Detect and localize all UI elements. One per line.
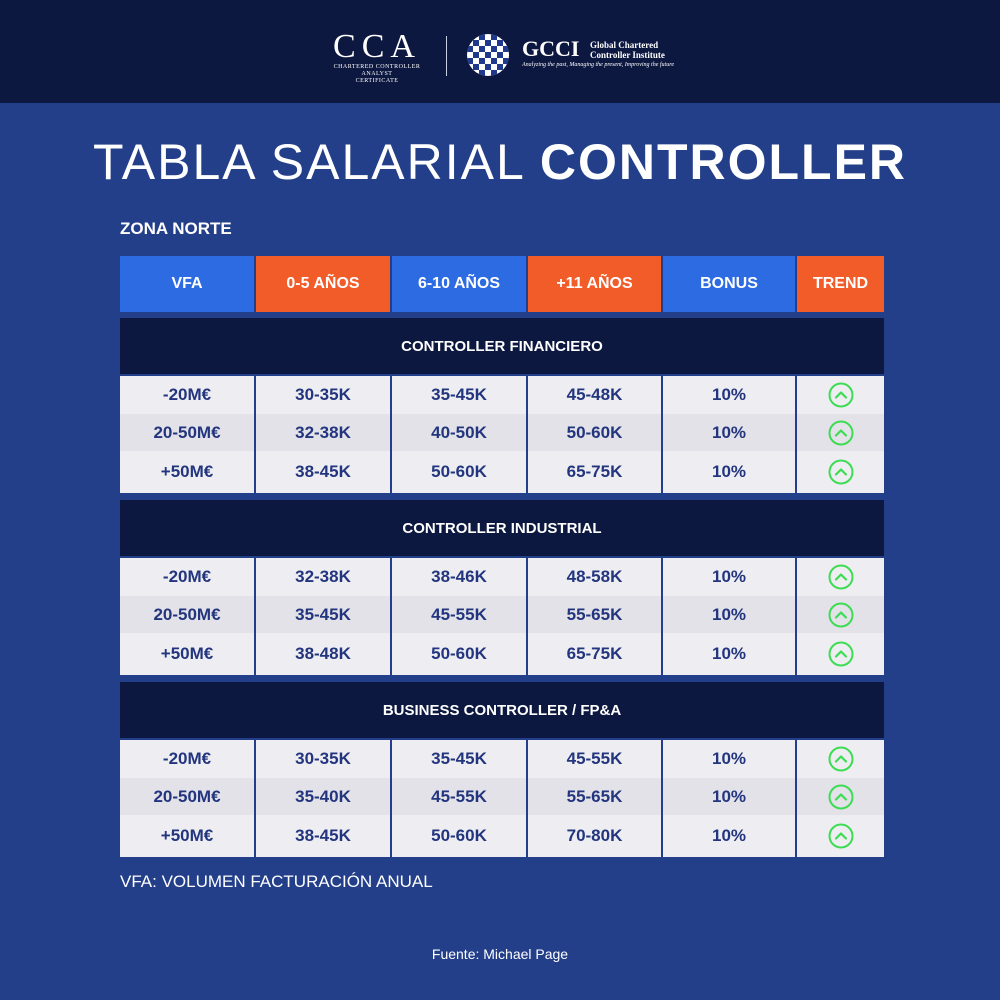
cell-11-plus-years: 55-65K — [566, 604, 623, 624]
chevron-up-circle-icon — [797, 376, 884, 414]
cell-0-5-years: 35-40K — [295, 786, 351, 806]
cell-bonus: 10% — [711, 385, 747, 404]
footnote: VFA: VOLUMEN FACTURACIÓN ANUAL — [120, 872, 433, 891]
cell-bonus: 10% — [711, 749, 747, 768]
gcci-logo-abbr: GCCI — [522, 36, 580, 61]
column-divider — [661, 376, 663, 493]
cell-bonus: 10% — [711, 567, 747, 586]
cell-0-5-years: 38-48K — [295, 644, 351, 663]
cell-0-5-years: 30-35K — [295, 385, 351, 404]
cell-0-5-years: 38-45K — [295, 462, 351, 481]
cell-0-5-years: 32-38K — [295, 567, 351, 586]
chevron-up-circle-icon — [797, 740, 884, 778]
column-divider — [390, 376, 392, 493]
cell-11-plus-years: 65-75K — [566, 644, 623, 663]
column-header-bonus: BONUS — [663, 256, 795, 312]
cell-11-plus-years: 45-48K — [566, 385, 623, 404]
column-header-vfa: VFA — [120, 256, 254, 312]
cell-11-plus-years: 65-75K — [566, 462, 623, 481]
column-divider — [795, 376, 797, 493]
column-divider — [254, 558, 256, 675]
chevron-up-circle-icon — [797, 633, 884, 675]
cell-bonus: 10% — [711, 786, 747, 806]
section-header: CONTROLLER INDUSTRIAL — [120, 500, 884, 556]
cell-11-plus-years: 48-58K — [566, 567, 623, 586]
gcci-checker-icon — [467, 34, 509, 76]
column-divider — [795, 740, 797, 857]
cell-6-10-years: 45-55K — [431, 604, 487, 624]
column-divider — [390, 740, 392, 857]
section-header: BUSINESS CONTROLLER / FP&A — [120, 682, 884, 738]
column-divider — [254, 740, 256, 857]
top-banner — [0, 0, 1000, 103]
column-divider — [526, 740, 528, 857]
cca-logo — [322, 30, 432, 85]
cell-vfa: -20M€ — [162, 567, 212, 586]
cell-6-10-years: 50-60K — [431, 644, 487, 663]
cell-0-5-years: 38-45K — [295, 826, 351, 845]
chevron-up-circle-icon — [797, 451, 884, 493]
section-header: CONTROLLER FINANCIERO — [120, 318, 884, 374]
cell-6-10-years: 45-55K — [431, 786, 487, 806]
cell-vfa: -20M€ — [162, 749, 212, 768]
chevron-up-circle-icon — [797, 558, 884, 596]
column-divider — [661, 740, 663, 857]
column-divider — [661, 558, 663, 675]
chevron-up-circle-icon — [797, 815, 884, 857]
cell-6-10-years: 40-50K — [431, 422, 487, 442]
column-divider — [526, 558, 528, 675]
cell-0-5-years: 35-45K — [295, 604, 351, 624]
zone-label: ZONA NORTE — [120, 219, 232, 238]
cell-6-10-years: 35-45K — [431, 385, 487, 404]
chevron-up-circle-icon — [797, 596, 884, 633]
cell-6-10-years: 38-46K — [431, 567, 487, 586]
cell-vfa: +50M€ — [160, 644, 214, 663]
cell-6-10-years: 50-60K — [431, 826, 487, 845]
column-header-11-plus-years: +11 AÑOS — [528, 256, 661, 312]
cell-0-5-years: 30-35K — [295, 749, 351, 768]
gcci-logo-name-line1: Global Chartered — [590, 40, 659, 50]
cell-11-plus-years: 45-55K — [566, 749, 623, 768]
gcci-logo-name — [590, 40, 700, 60]
cell-bonus: 10% — [711, 422, 747, 442]
cell-vfa: +50M€ — [160, 462, 214, 481]
cell-vfa: +50M€ — [160, 826, 214, 845]
cell-vfa: 20-50M€ — [153, 786, 221, 806]
cell-bonus: 10% — [711, 462, 747, 481]
column-divider — [390, 558, 392, 675]
source-credit: Fuente: Michael Page — [431, 946, 569, 962]
cell-6-10-years: 35-45K — [431, 749, 487, 768]
column-header-trend: TREND — [797, 256, 884, 312]
cca-logo-subtitle-1: CHARTERED CONTROLLER ANALYST — [333, 64, 421, 77]
page-title — [0, 132, 1000, 192]
column-divider — [254, 376, 256, 493]
cell-11-plus-years: 70-80K — [566, 826, 623, 845]
column-header-0-5-years: 0-5 AÑOS — [256, 256, 390, 312]
cell-bonus: 10% — [711, 604, 747, 624]
chevron-up-circle-icon — [797, 778, 884, 815]
cell-vfa: -20M€ — [162, 385, 212, 404]
logo-divider — [446, 36, 447, 76]
chevron-up-circle-icon — [797, 414, 884, 451]
gcci-logo-name-line2: Controller Institute — [590, 50, 665, 60]
cca-logo-letters: CCA — [333, 28, 421, 65]
column-header-6-10-years: 6-10 AÑOS — [392, 256, 526, 312]
cell-6-10-years: 50-60K — [431, 462, 487, 481]
gcci-logo-tagline: Analyzing the past, Managing the present, Improving the future — [522, 62, 674, 68]
cell-11-plus-years: 55-65K — [566, 786, 623, 806]
column-divider — [795, 558, 797, 675]
page-title-bold: CONTROLLER — [539, 134, 908, 190]
cell-vfa: 20-50M€ — [153, 604, 221, 624]
cell-vfa: 20-50M€ — [153, 422, 221, 442]
cell-11-plus-years: 50-60K — [566, 422, 623, 442]
page-title-light: TABLA SALARIAL — [92, 134, 524, 190]
cell-0-5-years: 32-38K — [295, 422, 351, 442]
column-divider — [526, 376, 528, 493]
cell-bonus: 10% — [711, 826, 747, 845]
cca-logo-subtitle-2: CERTIFICATE — [355, 78, 399, 84]
cell-bonus: 10% — [711, 644, 747, 663]
